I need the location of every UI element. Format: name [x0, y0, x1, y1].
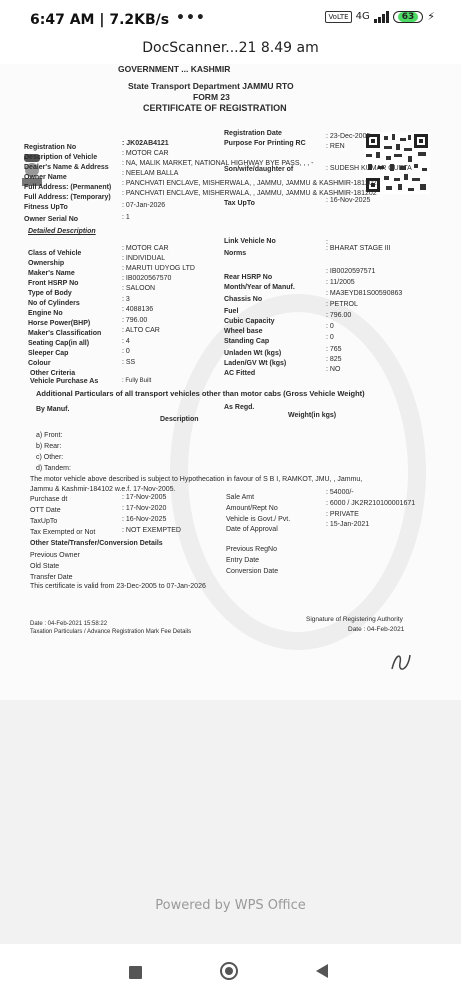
- value-laden: : 825: [326, 356, 342, 363]
- value-month-year: : 11/2005: [326, 279, 355, 286]
- label-laden: Laden/GV Wt (kgs): [224, 360, 287, 367]
- label-reg-date: Registration Date: [224, 130, 282, 137]
- status-time: 6:47 AM | 7.2KB/s: [30, 12, 170, 28]
- value-wheel: : 0: [326, 323, 334, 330]
- label-entry-date: Entry Date: [226, 557, 260, 564]
- axle-tandem: d) Tandem:: [36, 465, 71, 472]
- label-purchase-dt: Purchase dt: [30, 496, 68, 503]
- label-seating: Seating Cap(in all): [28, 340, 90, 347]
- value-purchase-as: : Fully Built: [122, 378, 152, 384]
- by-manuf: By Manuf.: [36, 406, 70, 413]
- value-purchase-dt: : 17-Nov-2005: [122, 494, 167, 501]
- label-engine: Engine No: [28, 310, 63, 317]
- label-class: Class of Vehicle: [28, 250, 82, 257]
- value-addr-temp: : PANCHVATI ENCLAVE, MISHERWALA, , JAMMU, JAMMU & KASHMIR-181202: [122, 190, 377, 197]
- dept-header: State Transport Department JAMMU RTO: [128, 81, 294, 91]
- label-addr-perm: Full Address: (Permanent): [24, 184, 112, 191]
- value-makers-class: : ALTO CAR: [122, 327, 160, 334]
- label-tax-exempted: Tax Exempted or Not: [30, 529, 96, 536]
- value-class: : MOTOR CAR: [122, 245, 169, 252]
- volte-icon: VoLTE: [325, 11, 351, 23]
- value-date-approval: : 15-Jan-2021: [326, 521, 370, 528]
- label-reg-no: Registration No: [24, 144, 77, 151]
- network-type: 4G: [355, 11, 370, 22]
- value-engine: : 4088136: [122, 306, 154, 313]
- axle-other: c) Other:: [36, 454, 64, 461]
- value-cyl: : 3: [122, 296, 130, 303]
- label-conversion-date: Conversion Date: [226, 568, 279, 575]
- label-sleeper: Sleeper Cap: [28, 350, 69, 357]
- value-ac: : NO: [326, 366, 341, 373]
- status-icons: [325, 10, 435, 23]
- value-addr-perm: : PANCHVATI ENCLAVE, MISHERWALA, , JAMMU, JAMMU & KASHMIR-181202: [122, 180, 377, 187]
- watermark: [170, 294, 426, 650]
- label-ownership: Ownership: [28, 260, 65, 267]
- value-ott-date: : 17-Nov-2020: [122, 505, 167, 512]
- signature-mark: [388, 649, 414, 675]
- powered-by: Powered by WPS Office: [155, 898, 306, 913]
- value-fuel: : PETROL: [326, 301, 358, 308]
- label-son-wife: Son/wife/daughter of: [224, 166, 294, 173]
- label-other: Other Criteria: [30, 370, 76, 377]
- signature-date: Date : 04-Feb-2021: [348, 626, 405, 633]
- label-addr-temp: Full Address: (Temporary): [24, 194, 111, 201]
- label-owner: Owner Name: [24, 174, 67, 181]
- label-previous-owner: Previous Owner: [30, 552, 80, 559]
- value-maker: : MARUTI UDYOG LTD: [122, 265, 195, 272]
- hypothecation-line2: Jammu & Kashmir-184102 w.e.f. 17-Nov-2005.: [30, 486, 176, 493]
- form-header: FORM 23: [193, 92, 230, 102]
- value-front-hsrp: : IB0020567570: [122, 275, 172, 282]
- label-link: Link Vehicle No: [224, 238, 276, 245]
- label-owner-serial: Owner Serial No: [24, 216, 79, 223]
- value-owner: : NEELAM BALLA: [122, 170, 179, 177]
- label-previous-regno: Previous RegNo: [226, 546, 277, 553]
- label-tax-upto-2: TaxUpTo: [30, 518, 58, 525]
- label-maker: Maker's Name: [28, 270, 75, 277]
- certificate-heading: CERTIFICATE OF REGISTRATION: [143, 103, 287, 113]
- label-norms: Norms: [224, 250, 247, 257]
- charging-icon: ⚡: [427, 10, 435, 23]
- value-tax-upto-2: : 16-Nov-2025: [122, 516, 167, 523]
- value-link: :: [326, 239, 328, 246]
- value-body: : SALOON: [122, 285, 156, 292]
- recents-button-icon[interactable]: [129, 966, 142, 979]
- label-govt-pvt: Vehicle is Govt./ Pvt.: [226, 516, 291, 523]
- value-reg-no: : JK02AB4121: [122, 140, 169, 147]
- label-cyl: No of Cylinders: [28, 300, 80, 307]
- value-hp: : 796.00: [122, 317, 148, 324]
- additional-heading: Additional Particulars of all transport vehicles other than motor cabs (Gross Vehicle Weight): [36, 389, 365, 398]
- label-transfer-date: Transfer Date: [30, 574, 73, 581]
- value-seating: : 4: [122, 338, 130, 345]
- value-sleeper: : 0: [122, 348, 130, 355]
- value-unladen: : 765: [326, 346, 342, 353]
- value-standing: : 0: [326, 334, 334, 341]
- label-desc: Description of Vehicle: [24, 154, 98, 161]
- label-detailed: Detailed Description: [28, 228, 96, 235]
- as-regd: As Regd.: [224, 404, 255, 411]
- value-chassis: : MA3EYD81S00590863: [326, 290, 403, 297]
- value-amount-rept: : 6000 / JK2R210100001671: [326, 500, 416, 507]
- back-button-icon[interactable]: [316, 964, 328, 978]
- label-hp: Horse Power(BHP): [28, 320, 91, 327]
- label-wheel: Wheel base: [224, 328, 263, 335]
- label-cc: Cubic Capacity: [224, 318, 275, 325]
- label-front-hsrp: Front HSRP No: [28, 280, 79, 287]
- value-colour: : SS: [122, 359, 136, 366]
- label-purpose: Purpose For Printing RC: [224, 140, 306, 147]
- value-purpose: : REN: [326, 143, 345, 150]
- label-fuel: Fuel: [224, 308, 239, 315]
- gov-header: GOVERNMENT ... KASHMIR: [118, 64, 231, 74]
- label-unladen: Unladen Wt (kgs): [224, 350, 282, 357]
- value-dealer: : NA, MALIK MARKET, NATIONAL HIGHWAY BYE PASS, , , -: [122, 160, 314, 167]
- taxation-particulars: Taxation Particulars / Advance Registration Mark Fee Details: [30, 629, 192, 635]
- battery-level: 63: [398, 12, 419, 22]
- value-tax-upto: : 16-Nov-2025: [326, 197, 371, 204]
- document-title: DocScanner...21 8.49 am: [142, 40, 319, 56]
- axle-rear: b) Rear:: [36, 443, 62, 450]
- value-son-wife: : SUDESH KUMAR GUPTA: [326, 165, 412, 172]
- signal-icon: [374, 11, 389, 23]
- label-month-year: Month/Year of Manuf.: [224, 284, 295, 291]
- value-tax-exempted: : NOT EXEMPTED: [122, 527, 181, 534]
- value-rear-hsrp: : IB0020597571: [326, 268, 376, 275]
- label-dealer: Dealer's Name & Address: [24, 164, 109, 171]
- label-body: Type of Body: [28, 290, 72, 297]
- document-page[interactable]: [0, 64, 461, 700]
- label-date-approval: Date of Approval: [226, 526, 278, 533]
- label-fitness: Fitness UpTo: [24, 204, 68, 211]
- weight-col: Weight(in kgs): [288, 412, 337, 419]
- hypothecation-line1: The motor vehicle above described is subject to Hypothecation in favour of S B I, RAMKOT, JMU, , Jammu,: [30, 476, 363, 483]
- label-tax-upto: Tax UpTo: [224, 200, 255, 207]
- label-standing: Standing Cap: [224, 338, 270, 345]
- label-ott-date: OTT Date: [30, 507, 61, 514]
- description-col: Description: [160, 416, 199, 423]
- value-govt-pvt: : PRIVATE: [326, 511, 359, 518]
- value-cc: : 796.00: [326, 312, 352, 319]
- label-rear-hsrp: Rear HSRP No: [224, 274, 273, 281]
- label-old-state: Old State: [30, 563, 60, 570]
- battery-icon: [393, 11, 424, 23]
- print-date: Date : 04-Feb-2021 15:58:22: [30, 621, 108, 627]
- signature-label: Signature of Registering Authority: [306, 616, 403, 623]
- status-bar: [0, 0, 461, 40]
- value-sale-amt: : 54000/-: [326, 489, 354, 496]
- value-ownership: : INDIVIDUAL: [122, 255, 166, 262]
- label-chassis: Chassis No: [224, 296, 263, 303]
- value-norms: : BHARAT STAGE III: [326, 245, 391, 252]
- label-sale-amt: Sale Amt: [226, 494, 255, 501]
- label-amount-rept: Amount/Rept No: [226, 505, 278, 512]
- more-notifications-icon: •••: [176, 10, 206, 26]
- axle-front: a) Front:: [36, 432, 63, 439]
- label-makers-class: Maker's Classification: [28, 330, 102, 337]
- value-desc: : MOTOR CAR: [122, 150, 169, 157]
- validity-line: This certificate is valid from 23-Dec-2005 to 07-Jan-2026: [30, 583, 206, 590]
- label-ac: AC Fitted: [224, 370, 256, 377]
- home-button-icon[interactable]: [220, 962, 238, 980]
- label-purchase-as: Vehicle Purchase As: [30, 378, 99, 385]
- value-owner-serial: : 1: [122, 214, 130, 221]
- transfer-heading: Other State/Transfer/Conversion Details: [30, 540, 163, 547]
- label-colour: Colour: [28, 360, 51, 367]
- value-reg-date: : 23-Dec-2005: [326, 133, 371, 140]
- value-fitness: : 07-Jan-2026: [122, 202, 166, 209]
- navigation-bar: [0, 944, 461, 1000]
